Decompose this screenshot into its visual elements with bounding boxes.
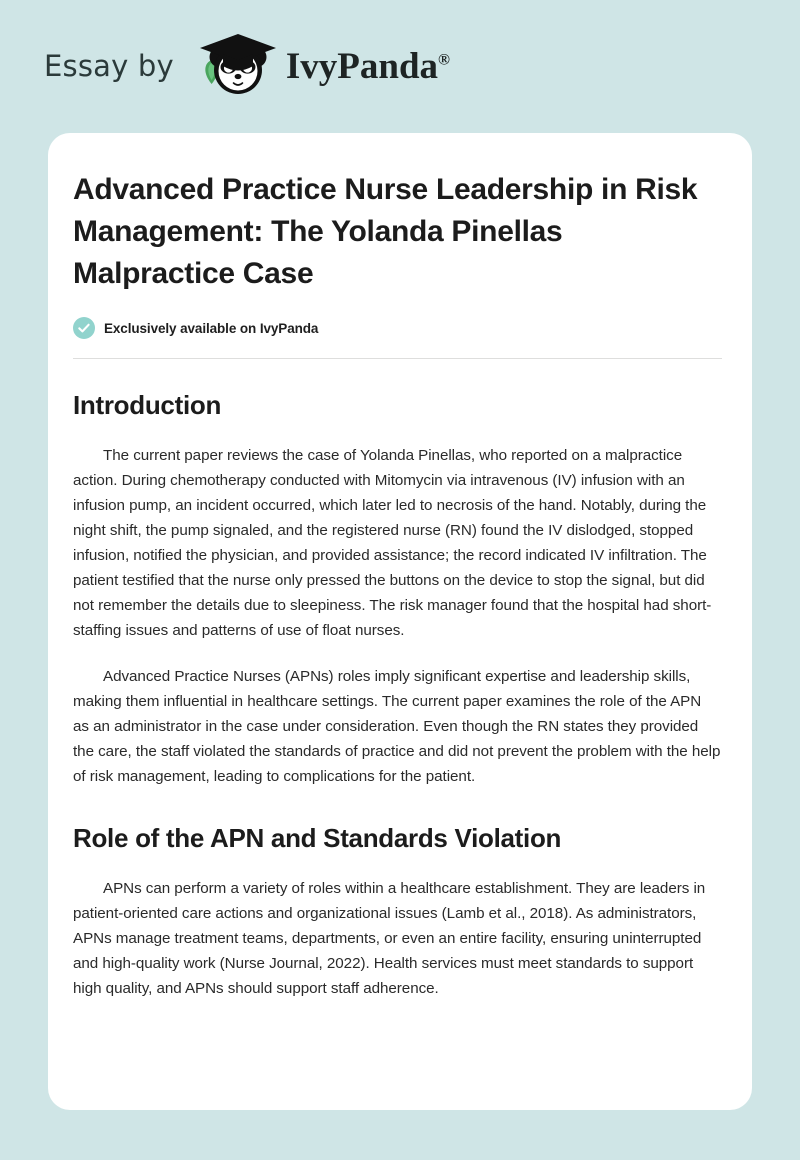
registered-trademark-symbol: ® [438, 51, 450, 69]
check-circle-icon [73, 317, 95, 339]
section-heading-introduction: Introduction [73, 390, 222, 420]
paragraph: APNs can perform a variety of roles within a healthcare establishment. They are leaders in patient-oriented care actions and organizational issues (Lamb et al., 2018). As administrators, APNs manage treatment teams, departments, or even an entire facility, ensuring uninterrupted and high-quality work (Nurse Journal, 2022). Health services must meet standards to support high quality, and APNs should support staff adherence. [73, 880, 706, 997]
brand-header [0, 0, 800, 133]
exclusive-availability-badge [73, 317, 722, 339]
page-title: Advanced Practice Nurse Leadership in Risk Management: The Yolanda Pinellas Malpractice Case [73, 173, 698, 290]
essay-by-label: Essay by [44, 49, 174, 83]
essay-content [73, 169, 722, 1001]
section-heading-role-of-the-apn: Role of the APN and Standards Violation [73, 823, 562, 853]
exclusive-availability-label: Exclusively available on IvyPanda [104, 320, 319, 336]
paragraph: The current paper reviews the case of Yolanda Pinellas, who reported on a malpractice action. During chemotherapy conducted with Mitomycin via intravenous (IV) infusion with an infusion pump, an incident occurred, which later led to necrosis of the hand. Notably, during the night shift, the pump signaled, and the registered nurse (RN) found the IV dislodged, stopped infusion, notified the physician, and provided assistance; the record indicated IV infiltration. The patient testified that the nurse only pressed the buttons on the device to stop the signal, but did not remember the details due to sleepiness. The risk manager found that the hospital had short-staffing issues and patterns of use of float nurses. [73, 447, 712, 639]
paragraph: Advanced Practice Nurses (APNs) roles imply significant expertise and leadership skills, making them influential in healthcare settings. The current paper examines the role of the APN as an administrator in the case under consideration. Even though the RN states they provided the care, the staff violated the standards of practice and did not prevent the problem with the help of risk management, leading to complications for the patient. [73, 668, 721, 785]
ivypanda-wordmark-text: IvyPanda [285, 46, 439, 87]
title-divider [73, 358, 722, 359]
ivypanda-panda-graduate-logo-icon [190, 30, 286, 104]
ivypanda-brand-lockup[interactable] [44, 30, 450, 104]
essay-paper-card [48, 133, 752, 1110]
ivypanda-wordmark [286, 48, 450, 85]
